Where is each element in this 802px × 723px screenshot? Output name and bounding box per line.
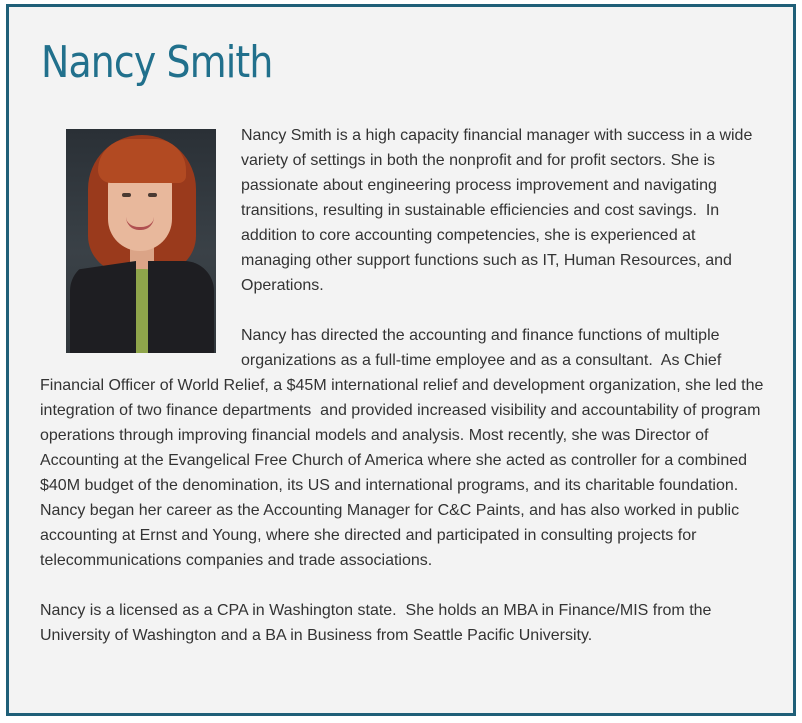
profile-photo: [66, 129, 216, 353]
profile-name-heading: Nancy Smith: [41, 37, 273, 88]
bio-paragraph-experience: Nancy has directed the accounting and finance functions of multiple organizations as a full-time employee and as a consultant. As Chief Financial Officer of World Relief, a $45M international relief and development organization, she led the integration of two finance departments and provided increased visibility and accountability of program operations through improving financial models and analysis. Most recently, she was Director of Accounting at the Evangelical Free Church of America where she acted as controller for a combined $40M budget of the denomination, its US and international programs, and its charitable foundation. Nancy began her career as the Accounting Manager for C&C Paints, and has also worked in public accounting at Ernst and Young, where she directed and participated in consulting projects for telecommunications companies and trade associations.: [40, 327, 764, 569]
bio-paragraph-summary: Nancy Smith is a high capacity financial manager with success in a wide variety of settings in both the nonprofit and for profit sectors. She is passionate about engineering process improvement and navigating transitions, resulting in sustainable efficiencies and cost savings. In addition to core accounting competencies, she is experienced at managing other support functions such as IT, Human Resources, and Operations.: [241, 127, 753, 294]
bio-paragraph-education: Nancy is a licensed as a CPA in Washington state. She holds an MBA in Finance/MIS from the University of Washington and a BA in Business from Seattle Pacific University.: [40, 602, 712, 644]
profile-card: [6, 4, 796, 716]
profile-bio: [40, 123, 768, 673]
